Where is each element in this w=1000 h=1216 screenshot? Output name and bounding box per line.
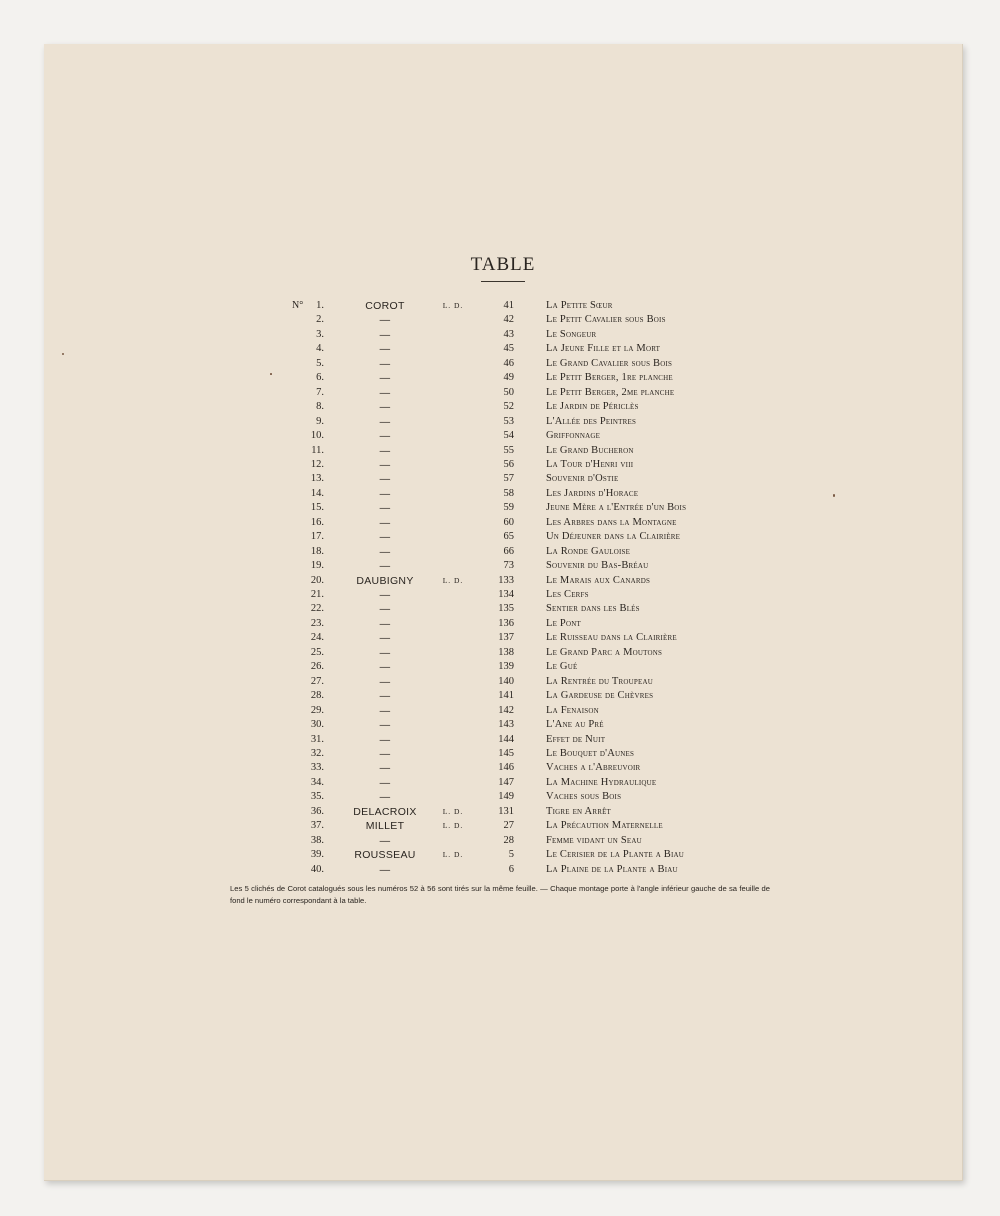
work-title: Le Grand Cavalier sous Bois — [546, 357, 673, 369]
artist-name: — — [379, 502, 391, 515]
catalogue-number: 54 — [503, 430, 514, 442]
work-title: Le Petit Berger, 1re planche — [546, 372, 673, 384]
artist-name: — — [379, 531, 391, 544]
catalogue-number: 147 — [498, 776, 514, 788]
work-title: La Fenaison — [546, 704, 599, 716]
entry-number: 26. — [310, 661, 324, 673]
artist-name: — — [379, 372, 391, 385]
entry-number: 10. — [310, 430, 324, 442]
catalogue-number: 56 — [503, 458, 514, 470]
table-row — [44, 415, 962, 429]
catalogue-number: 142 — [498, 704, 514, 716]
catalogue-number: 143 — [498, 719, 514, 731]
table-row — [44, 689, 962, 703]
artist-name: — — [379, 473, 391, 486]
artist-name: MILLET — [365, 820, 405, 833]
work-title: Le Jardin de Périclès — [546, 401, 639, 413]
entry-number: 23. — [310, 617, 324, 629]
entry-number: 7. — [316, 386, 324, 398]
artist-name: — — [379, 733, 391, 746]
work-title: Vaches sous Bois — [546, 791, 622, 803]
table-row — [44, 458, 962, 472]
artist-name: — — [379, 762, 391, 775]
artist-name: — — [379, 776, 391, 789]
artist-name: COROT — [365, 300, 405, 312]
table-row — [44, 299, 962, 313]
work-title: Effet de Nuit — [546, 733, 606, 745]
work-title: Les Arbres dans la Montagne — [546, 516, 677, 528]
table-row — [44, 834, 962, 848]
table-row — [44, 863, 962, 877]
table-row — [44, 357, 962, 371]
work-title: La Machine Hydraulique — [546, 776, 657, 788]
table-row — [44, 718, 962, 732]
catalogue-number: 141 — [498, 690, 514, 702]
entry-number: 21. — [310, 589, 324, 600]
artist-name: ROUSSEAU — [354, 849, 416, 862]
work-title: Les Jardins d'Horace — [546, 487, 639, 499]
artist-name: — — [379, 415, 391, 428]
paper-sheet — [44, 44, 963, 1181]
catalogue-number: 49 — [503, 372, 514, 384]
catalogue-number: 42 — [503, 314, 514, 326]
table-row — [44, 313, 962, 327]
table-row — [44, 530, 962, 544]
entry-number: 6. — [316, 372, 324, 384]
work-title: La Précaution Maternelle — [546, 820, 663, 832]
work-title: Vaches a l'Abreuvoir — [546, 762, 641, 774]
artist-name: — — [379, 834, 391, 847]
table-row — [44, 444, 962, 458]
entry-number: 12. — [310, 458, 324, 470]
work-title: Jeune Mère a l'Entrée d'un Bois — [546, 502, 687, 514]
work-title: Le Cerisier de la Plante a Biau — [546, 849, 685, 861]
artist-name: — — [379, 386, 391, 399]
table-row — [44, 516, 962, 530]
entry-number: 36. — [310, 805, 324, 817]
artist-name: — — [379, 719, 391, 732]
work-title: La Ronde Gauloise — [546, 545, 631, 557]
catalogue-number: 73 — [503, 560, 514, 572]
table-row — [44, 660, 962, 674]
entry-number: 39. — [310, 849, 324, 861]
table-row — [44, 545, 962, 559]
work-title: Le Gué — [546, 661, 578, 673]
entry-number: 16. — [310, 516, 324, 528]
paper-speck — [62, 353, 64, 355]
title-underline — [481, 281, 525, 282]
artist-name: — — [379, 401, 391, 414]
work-title: La Tour d'Henri viii — [546, 458, 634, 470]
artist-name: — — [379, 675, 391, 688]
table-row — [44, 733, 962, 747]
entry-number: 5. — [316, 357, 324, 369]
catalogue-number: 137 — [498, 632, 514, 644]
entry-number: 13. — [310, 473, 324, 485]
entry-number: 22. — [310, 603, 324, 615]
artist-name: — — [379, 487, 391, 500]
work-title: Le Songeur — [546, 328, 597, 340]
work-title: Femme vidant un Seau — [546, 834, 642, 846]
artist-name: DELACROIX — [353, 805, 417, 818]
table-row — [44, 386, 962, 400]
table-row — [44, 790, 962, 804]
entry-number: 27. — [310, 675, 324, 687]
entry-number: 25. — [310, 646, 324, 658]
catalogue-number: 133 — [498, 574, 514, 586]
catalogue-number: 27 — [503, 820, 514, 832]
work-title: La Gardeuse de Chèvres — [546, 690, 654, 702]
work-title: Le Bouquet d'Aunes — [546, 747, 635, 759]
table-row — [44, 805, 962, 819]
entry-number: 17. — [310, 531, 324, 543]
catalogue-ref: L. D. — [442, 301, 464, 310]
work-title: La Jeune Fille et la Mort — [546, 343, 661, 355]
entry-number: 4. — [316, 343, 324, 355]
catalogue-number: 6 — [508, 863, 514, 875]
artist-name: — — [379, 444, 391, 457]
work-title: Griffonnage — [546, 430, 601, 442]
catalogue-number: 145 — [498, 747, 514, 759]
artist-name: — — [379, 632, 391, 645]
number-prefix: N° — [292, 300, 304, 311]
entry-number: 38. — [310, 834, 324, 846]
entry-number: 1. — [316, 300, 324, 311]
entry-number: 8. — [316, 401, 324, 413]
table-row — [44, 747, 962, 761]
table-row — [44, 617, 962, 631]
entry-number: 35. — [310, 791, 324, 803]
catalogue-number: 139 — [498, 661, 514, 673]
table-row — [44, 848, 962, 862]
catalogue-ref: L. D. — [442, 850, 464, 860]
catalogue-ref: L. D. — [442, 821, 464, 831]
entry-number: 14. — [310, 487, 324, 499]
catalogue-number: 52 — [503, 401, 514, 413]
paper-speck — [270, 373, 272, 375]
table-row — [44, 631, 962, 645]
footnote: Les 5 clichés de Corot catalogués sous les numéros 52 à 56 sont tirés sur la même feuille. — Chaque montage porte à l'angle inférieur gauche de sa feuille de fond le numéro correspondant à la table. — [230, 884, 770, 905]
catalogue-number: 28 — [503, 834, 514, 846]
work-title: La Rentrée du Troupeau — [546, 675, 653, 687]
artist-name: — — [379, 747, 391, 760]
work-title: Un Déjeuner dans la Clairière — [546, 531, 681, 543]
work-title: Tigre en Arrêt — [546, 805, 612, 817]
work-title: Le Grand Bucheron — [546, 444, 634, 456]
catalogue-number: 149 — [498, 791, 514, 803]
artist-name: — — [379, 791, 391, 804]
artist-name: — — [379, 343, 391, 356]
table-row — [44, 328, 962, 342]
catalogue-number: 136 — [498, 617, 514, 629]
table-row — [44, 400, 962, 414]
table-row — [44, 371, 962, 385]
catalogue-number: 138 — [498, 646, 514, 658]
artist-name: — — [379, 646, 391, 659]
table-row — [44, 487, 962, 501]
catalogue-number: 131 — [498, 805, 514, 817]
entry-number: 15. — [310, 502, 324, 514]
entry-number: 2. — [316, 314, 324, 326]
table-row — [44, 646, 962, 660]
entry-number: 20. — [310, 574, 324, 586]
work-title: Sentier dans les Blés — [546, 603, 640, 615]
catalogue-number: 146 — [498, 762, 514, 774]
entry-number: 24. — [310, 632, 324, 644]
table-row — [44, 704, 962, 718]
entry-number: 19. — [310, 560, 324, 572]
work-title: Les Cerfs — [546, 589, 589, 600]
catalogue-number: 46 — [503, 357, 514, 369]
artist-name: — — [379, 314, 391, 327]
entry-number: 30. — [310, 719, 324, 731]
table-row — [44, 588, 962, 602]
work-title: Le Petit Cavalier sous Bois — [546, 314, 666, 326]
catalogue-number: 60 — [503, 516, 514, 528]
entry-number: 40. — [310, 863, 324, 875]
artist-name: — — [379, 516, 391, 529]
catalogue-number: 5 — [508, 849, 514, 861]
entry-number: 33. — [310, 762, 324, 774]
work-title: La Plaine de la Plante a Biau — [546, 863, 678, 875]
artist-name: — — [379, 430, 391, 443]
catalogue-number: 65 — [503, 531, 514, 543]
table-row — [44, 776, 962, 790]
work-title: L'Allée des Peintres — [546, 415, 637, 427]
entry-number: 11. — [311, 444, 324, 456]
table-row — [44, 675, 962, 689]
table-row — [44, 819, 962, 833]
work-title: Le Pont — [546, 617, 581, 629]
table-row — [44, 602, 962, 616]
artist-name: — — [379, 328, 391, 341]
work-title: L'Ane au Pré — [546, 719, 604, 731]
artist-name: — — [379, 589, 391, 601]
catalogue-number: 59 — [503, 502, 514, 514]
artist-name: — — [379, 603, 391, 616]
work-title: La Petite Sœur — [546, 300, 613, 311]
catalogue-number: 45 — [503, 343, 514, 355]
entry-number: 31. — [310, 733, 324, 745]
entry-number: 28. — [310, 690, 324, 702]
catalogue-number: 43 — [503, 328, 514, 340]
entry-number: 9. — [316, 415, 324, 427]
table-row — [44, 429, 962, 443]
catalogue-ref: L. D. — [442, 806, 464, 816]
catalogue-number: 57 — [503, 473, 514, 485]
entry-number: 34. — [310, 776, 324, 788]
catalogue-number: 58 — [503, 487, 514, 499]
paper-speck — [833, 494, 835, 497]
artist-name: — — [379, 560, 391, 573]
entry-number: 32. — [310, 747, 324, 759]
artist-name: — — [379, 545, 391, 558]
table-row — [44, 342, 962, 356]
artist-name: — — [379, 863, 391, 876]
work-title: Le Marais aux Canards — [546, 574, 651, 586]
catalogue-number: 66 — [503, 545, 514, 557]
work-title: Souvenir du Bas-Bréau — [546, 560, 649, 572]
artist-name: — — [379, 704, 391, 717]
work-title: Le Grand Parc a Moutons — [546, 646, 663, 658]
catalogue-number: 50 — [503, 386, 514, 398]
page-title: TABLE — [470, 254, 536, 275]
catalogue-number: 135 — [498, 603, 514, 615]
artist-name: — — [379, 661, 391, 674]
artist-name: — — [379, 357, 391, 370]
catalogue-number: 53 — [503, 415, 514, 427]
catalogue-number: 140 — [498, 675, 514, 687]
table-row — [44, 761, 962, 775]
work-title: Le Ruisseau dans la Clairière — [546, 632, 677, 644]
artist-name: DAUBIGNY — [356, 574, 414, 587]
catalogue-number: 41 — [503, 300, 514, 311]
entry-number: 37. — [310, 820, 324, 832]
catalogue-ref: L. D. — [442, 575, 464, 585]
artist-name: — — [379, 690, 391, 703]
entry-number: 3. — [316, 328, 324, 340]
table-row — [44, 574, 962, 588]
artist-name: — — [379, 458, 391, 471]
table-row — [44, 472, 962, 486]
work-title: Le Petit Berger, 2me planche — [546, 386, 675, 398]
artist-name: — — [379, 617, 391, 630]
catalogue-number: 134 — [498, 589, 514, 600]
entry-number: 29. — [310, 704, 324, 716]
entry-number: 18. — [310, 545, 324, 557]
catalogue-number: 55 — [503, 444, 514, 456]
table-row — [44, 501, 962, 515]
work-title: Souvenir d'Ostie — [546, 473, 619, 485]
catalogue-number: 144 — [498, 733, 514, 745]
table-row — [44, 559, 962, 573]
